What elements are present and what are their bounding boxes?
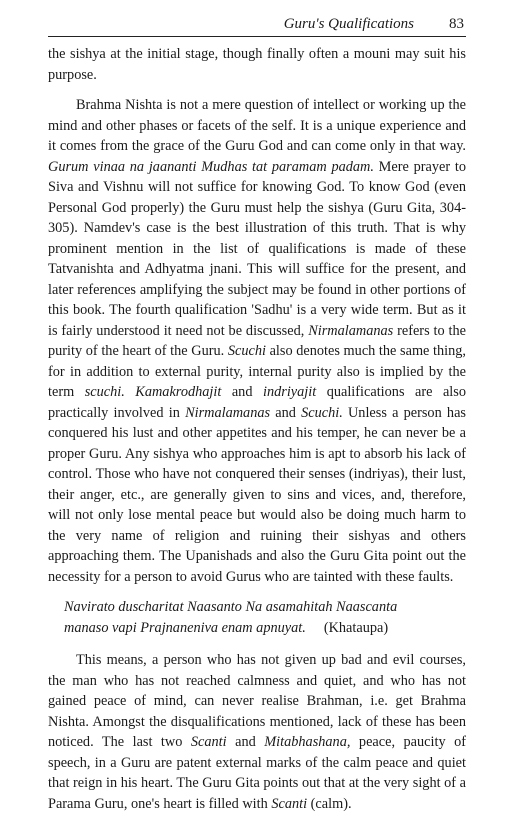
italic-run: Scanti — [271, 795, 308, 812]
verse-line-2-text: manaso vapi Prajnaneniva enam apnuyat. — [64, 619, 306, 636]
page-body — [48, 44, 466, 824]
text-run: refers to the purity of the heart of the Guru. — [48, 322, 466, 359]
italic-run: Nirmalamanas — [185, 404, 271, 421]
page-header — [48, 14, 466, 37]
page-number: 83 — [449, 16, 464, 32]
text-run: also denotes much the same thing, for in addition to external purity, internal purity also is implied by the term — [48, 343, 467, 400]
italic-run: Scuchi. — [301, 404, 343, 421]
paragraph-explanation — [48, 650, 466, 814]
text-run: and — [270, 404, 302, 421]
text-run: and — [226, 734, 265, 750]
verse-quotation — [48, 597, 466, 638]
italic-run: Scanti — [190, 734, 227, 750]
italic-run: Gurum vinaa na jaananti Mudhas tat paramam padam. — [48, 158, 374, 175]
text-run: and — [221, 384, 263, 400]
verse-line-1: Navirato duscharitat Naasanto Na asamahitah Naascanta — [64, 599, 398, 615]
italic-run: Nirmalamanas — [308, 322, 394, 339]
verse-line-2 — [64, 618, 466, 639]
italic-run: Scuchi — [227, 343, 266, 359]
text-run: Unless a person has conquered his lust and other appetites and his temper, he can never be a proper Guru. Any sishya who approaches him is apt to absorb his lack of control. Those who have not conquered their senses (indriyas), their lust, their anger, etc., are generally given to sins and vices, and, therefore, will not only lose mental peace but would also be doing much harm to the very name of religion and ruining their sishyas and others approaching them. The Upanishads and also the Guru Gita point out the necessity for a person to avoid Gurus who are tainted with these faults. — [48, 404, 466, 585]
italic-run: indriyajit — [262, 384, 317, 400]
paragraph-continuation: the sishya at the initial stage, though finally often a mouni may suit his purpose. — [48, 46, 466, 83]
verse-source: (Khataupa) — [323, 619, 389, 636]
running-title: Guru's Qualifications — [283, 16, 414, 32]
text-run: (calm). — [307, 795, 352, 812]
paragraph-brahma-nishta — [48, 95, 466, 587]
text-run: This means, a person who has not given up bad and evil courses, the man who has not reached calmness and quiet, and who has not gained peace of mind, can never realise Brahman, i.e. get Brahma Nishta. Amongst the disqualifications mentioned, lack of these has been noticed. The last two — [48, 652, 466, 750]
text-run: Mere prayer to Siva and Vishnu will not suffice for knowing God. To know God (even Personal God properly) the Guru must help the sishya (Guru Gita, 304-305). Namdev's case is the best illustration of this truth. That is why prominent mention in the list of qualifications is made of these Tatvanishta and Adhyatma jnani. This will suffice for the present, and later references amplifying the subject may be found in other portions of this book. The fourth qualification 'Sadhu' is a very wide term. But as it is fairly understood it need not be discussed, — [48, 158, 466, 339]
text-run: Brahma Nishta is not a mere question of intellect or working up the mind and other phases or facets of the self. It is a unique experience and it comes from the grace of the Guru God and can come only in that way. — [48, 97, 466, 154]
italic-run: Mitabhashana, — [264, 734, 351, 750]
italic-run: scuchi. Kamakrodhajit — [84, 384, 222, 400]
text-run: peace, paucity of speech, in a Guru are patent external marks of the calm peace and quiet that reign in his heart. The Guru Gita points out that at the very sight of a Parama Guru, one's heart is filled with — [48, 734, 466, 812]
text-run: qualifications are also practically involved in — [48, 384, 466, 421]
